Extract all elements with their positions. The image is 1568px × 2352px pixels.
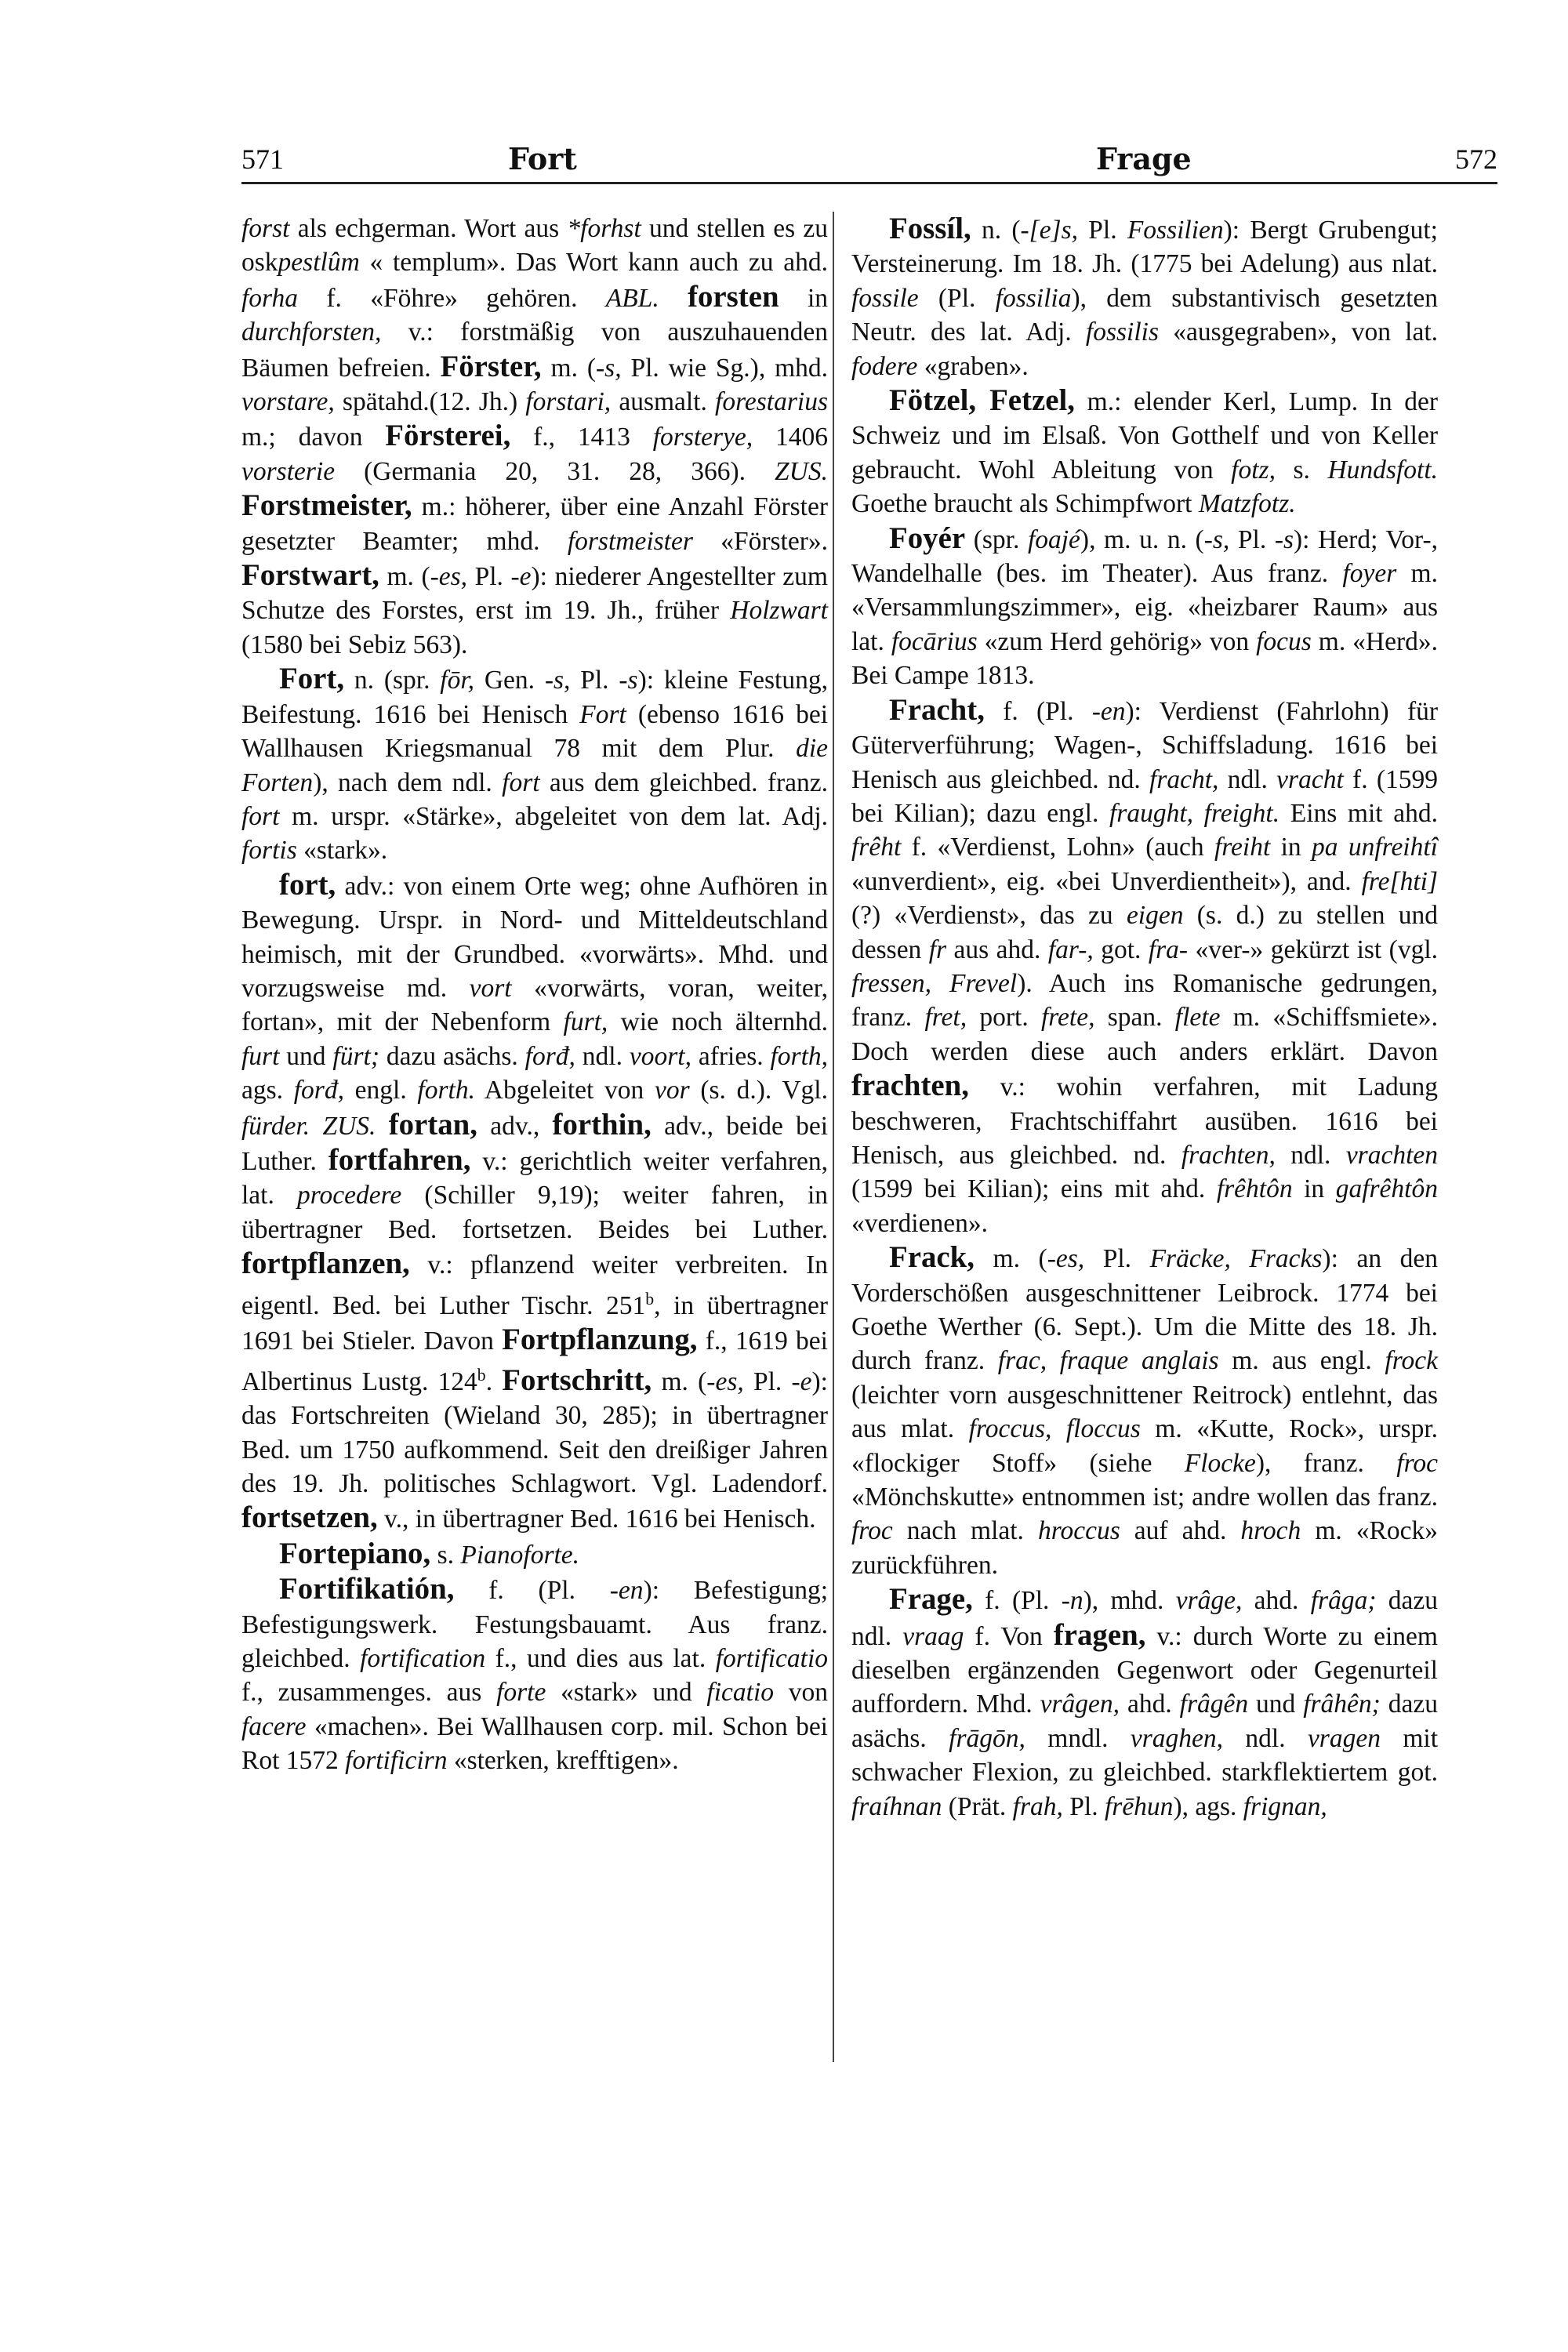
entry-text: «stark» und [546, 1678, 707, 1708]
entry-text: von [774, 1678, 829, 1708]
entry-fort-adverb [241, 868, 828, 1537]
entry-text: Eins mit ahd. [1279, 798, 1438, 828]
italic-term: flete [1174, 1003, 1221, 1033]
italic-term: vraag [902, 1621, 964, 1651]
entry-text: span. [1094, 1003, 1175, 1033]
entry-text: engl. [343, 1076, 418, 1105]
entry-text: dazu asächs. [379, 1041, 525, 1071]
entry-text: «vorwärts, voran, weiter, fortan», mit der Nebenform [241, 973, 828, 1037]
entry-text: Pl. [1229, 524, 1275, 554]
entry-text: in [779, 283, 828, 313]
italic-term: Matzfotz. [1198, 489, 1296, 519]
entry-text: n. ( [971, 216, 1021, 245]
entry-text: f. «Föhre» gehören. [298, 283, 606, 313]
italic-term: fraught, freight. [1109, 798, 1280, 828]
entry-text: ): Bergt Grubengut; Versteinerung. Im 18. Jh. (1775 bei Adelung) aus nlat. [851, 216, 1438, 279]
entry-text: s. [1275, 455, 1328, 485]
italic-term: Hundsfott. [1327, 455, 1438, 485]
italic-term: forst [241, 214, 290, 243]
italic-term: frêhtôn [1216, 1174, 1293, 1204]
entry-text: (Germania 20, 31. 28, 366). [335, 456, 775, 486]
entry-text: mndl. [1025, 1723, 1131, 1753]
entry-text: m. «Schiffsmiete». Doch werden diese auch anders erklärt. Davon [851, 1003, 1438, 1066]
italic-term: froc [851, 1516, 893, 1546]
headword-fortfahren: fortfahren, [328, 1142, 471, 1177]
italic-term: vracht [1276, 764, 1344, 794]
headword-fortan: fortan, [388, 1107, 478, 1142]
italic-term: Flocke [1184, 1448, 1256, 1478]
headword-fortpflanzen: fortpflanzen, [241, 1247, 410, 1281]
headword-fragen: fragen, [1053, 1617, 1146, 1652]
italic-term: Fräcke, Fracks [1149, 1244, 1323, 1274]
entry-forst-continued [241, 212, 828, 662]
italic-term: vrachten [1345, 1140, 1439, 1170]
italic-term: frachten, [1181, 1140, 1276, 1170]
entry-text: ), franz. [1255, 1448, 1397, 1478]
entry-fossil [851, 212, 1438, 383]
italic-term: durchforsten, [241, 318, 382, 347]
entry-text: als echgerman. Wort aus [289, 214, 568, 243]
entry-text: (leichter vorn ausgeschnittener Reitrock) entlehnt, das aus mlat. [851, 1380, 1438, 1444]
headword-foerster: Förster, [440, 349, 542, 383]
headword-fortsetzen: fortsetzen, [241, 1501, 378, 1535]
entry-text: (ebenso 1616 bei Wallhausen Kriegsmanual 78 mit dem Plur. [241, 699, 828, 764]
entry-text: v., in übertragner Bed. 1616 bei Henisch. [377, 1504, 816, 1534]
italic-term: foajé [1027, 524, 1080, 554]
italic-term: -s [619, 666, 638, 695]
entry-text: auf ahd. [1120, 1516, 1241, 1546]
italic-term: fra- [1148, 935, 1189, 964]
italic-term: *forhst [567, 214, 641, 243]
italic-term: hroccus [1037, 1516, 1120, 1546]
entry-text: f., zusammenges. aus [241, 1678, 497, 1708]
italic-term: fortis [241, 836, 297, 866]
entry-foyer [851, 521, 1438, 693]
italic-term: frah, [1012, 1791, 1063, 1821]
entry-text: «graben». [917, 351, 1029, 381]
entry-text: ): an den Vorderschößen ausgeschnittener Leibrock. 1774 bei Goethe Werther (6. Sept.). Um die Mitte des 18. Jh. durch franz. [851, 1244, 1438, 1376]
italic-term: -n [1061, 1586, 1083, 1616]
entry-text: ahd. [1120, 1690, 1180, 1719]
entry-fortifikation [241, 1572, 828, 1777]
italic-term: fr [928, 935, 947, 964]
italic-term: vort [469, 973, 512, 1003]
italic-term: vrâgen, [1040, 1690, 1120, 1719]
entry-text: v.: durch Worte zu einem dieselben ergänzenden Gegenwort oder Gegenurteil auffordern. Mhd. [851, 1621, 1438, 1719]
entry-text: v.: gerichtlich weiter verfahren, lat. [241, 1146, 828, 1210]
italic-term: forstmeister [567, 526, 693, 556]
headword-forthin: forthin, [552, 1107, 652, 1142]
entry-text: «sterken, krefftigen». [447, 1746, 679, 1776]
entry-text: m.: elender Kerl, Lump. In der Schweiz und im Elsaß. Von Gotthelf und von Keller gebraucht. Wohl Ableitung von [851, 387, 1438, 485]
italic-term: ZUS. [775, 456, 828, 486]
italic-term: forđ, [293, 1076, 344, 1105]
entry-text: «unverdient», eig. «bei Unverdientheit»), and. [851, 866, 1362, 896]
italic-term: fort [241, 801, 280, 831]
headword-fortepiano: Fortepiano, [279, 1536, 431, 1570]
italic-term: die Forten [241, 734, 828, 797]
entry-text: m. ( [541, 353, 596, 383]
entry-text: m. «Kutte, Rock», urspr. «flockiger Stoff» (siehe [851, 1414, 1439, 1478]
italic-term: -[e]s, [1020, 216, 1079, 245]
entry-text: Pl. [1062, 1791, 1105, 1821]
headword-fortschritt: Fortschritt, [502, 1363, 652, 1397]
entry-text: m. ( [379, 562, 430, 592]
entry-text: Pl. wie Sg.), mhd. [621, 353, 829, 383]
entry-text: f. (1599 bei Kilian); dazu engl. [851, 764, 1439, 828]
entry-text: ): niederer Angestellter zum Schutze des Forstes, erst im 19. Jh., früher [241, 562, 828, 626]
italic-term: frêht [851, 833, 902, 862]
italic-term: fre[hti] [1361, 866, 1438, 896]
entry-text: s. [430, 1540, 461, 1570]
entry-text: (1580 bei Sebiz 563). [241, 630, 468, 659]
entry-text: «ver-» gekürzt ist (vgl. [1188, 935, 1439, 964]
right-column [851, 212, 1438, 1824]
italic-term: freiht [1214, 833, 1271, 862]
entry-fracht [851, 693, 1438, 1241]
entry-text: adv., beide bei Luther. [241, 1111, 829, 1176]
column-divider [833, 212, 834, 2062]
entry-text: « templum». Das Wort kann auch zu ahd. [359, 248, 828, 278]
entry-text: (Prät. [942, 1791, 1013, 1821]
entry-text: mit schwacher Flexion, zu gleichbed. starkflektiertem got. [851, 1723, 1438, 1788]
italic-term: vorstare, [241, 387, 335, 417]
entry-text: und stellen es zu osk [241, 214, 828, 278]
entry-text: (Schiller 9,19); weiter fahren, in übertragner Bed. fortsetzen. Beides bei Luther. [241, 1181, 829, 1244]
entry-text: v.: pflanzend weiter verbreiten. In eigentl. Bed. bei Luther Tischr. 251 [241, 1250, 828, 1320]
italic-term: ficatio [706, 1678, 775, 1708]
italic-term: frâga; [1310, 1586, 1377, 1616]
entry-text: Pl. [1084, 1244, 1150, 1274]
italic-term: fort [502, 768, 540, 797]
entry-text: in [1270, 833, 1312, 862]
entry-text: ), mhd. [1083, 1586, 1176, 1616]
italic-term: eigen [1126, 901, 1184, 931]
italic-term: fōr, [440, 666, 475, 695]
italic-term: fortification [360, 1643, 486, 1673]
entry-text: ndl. [1218, 764, 1277, 794]
italic-term: -es, [1047, 1244, 1085, 1274]
italic-term: ZUS. [322, 1111, 376, 1141]
entry-text: ahd. [1242, 1586, 1311, 1616]
entry-text: Pl. [1078, 216, 1127, 245]
italic-term: forth, [770, 1041, 829, 1071]
headword-fortifikation: Fortifikatión, [279, 1572, 455, 1606]
entry-text: port. [967, 1003, 1041, 1033]
headword-frachten: frachten, [851, 1069, 969, 1103]
entry-text: «machen». Bei Wallhausen corp. mil. Schon bei Rot 1572 [241, 1711, 828, 1776]
italic-term: -e [791, 1367, 812, 1396]
entry-text: Abgeleitet von [474, 1076, 655, 1105]
entry-text: m. aus engl. [1218, 1346, 1385, 1376]
italic-term: fortificatio [715, 1643, 828, 1673]
italic-term: vraghen, [1130, 1723, 1224, 1753]
italic-term: hroch [1240, 1516, 1301, 1546]
entry-text: ): kleine Festung, Beifestung. 1616 bei Henisch [241, 666, 828, 729]
entry-text: Pl. [570, 666, 619, 695]
entry-text: aus ahd. [946, 935, 1048, 964]
italic-term: frâgên [1179, 1690, 1249, 1719]
italic-term: Fort [579, 699, 626, 729]
entry-text: ): Befestigung; Befestigungswerk. Festungsbauamt. Aus franz. gleichbed. [241, 1576, 828, 1673]
entry-text: f. (Pl. [454, 1576, 610, 1606]
entry-foetzel [851, 383, 1438, 521]
headword-fortpflanzung: Fortpflanzung, [502, 1323, 698, 1357]
italic-term: forstari, [525, 387, 612, 417]
entry-frage [851, 1582, 1438, 1824]
italic-term: frâhên; [1303, 1690, 1381, 1719]
headword-fort-noun: Fort, [279, 662, 345, 696]
entry-text: ). Auch ins Romanische gedrungen, franz. [851, 968, 1438, 1033]
italic-term: frāgōn, [949, 1723, 1025, 1753]
entry-text: m.: höherer, über eine Anzahl Förster gesetzter Beamter; mhd. [241, 492, 828, 556]
italic-term: fret, [924, 1003, 967, 1033]
entry-text: ): das Fortschreiten (Wieland 30, 285); in übertragner Bed. um 1750 aufkommend. Seit den dreißiger Jahren des 19. Jh. politisches Schlagwort. Vgl. Ladendorf. [241, 1367, 828, 1498]
italic-term: Fossilien [1127, 216, 1224, 245]
entry-text: m.; davon [241, 423, 386, 452]
right-page-number: 572 [1455, 143, 1497, 175]
entry-text: m. ( [975, 1244, 1047, 1274]
entry-text: f., 1413 [510, 423, 653, 452]
headword-fracht: Fracht, [889, 692, 985, 727]
italic-term: froc [1396, 1448, 1438, 1478]
italic-term: fürder. [241, 1111, 310, 1141]
entry-text: und [1248, 1690, 1304, 1719]
italic-term: frēhun [1104, 1791, 1174, 1821]
italic-term: fortificirn [345, 1746, 448, 1776]
entry-text: (Pl. [918, 283, 996, 313]
entry-text: m. «Rock» zurückführen. [851, 1516, 1438, 1580]
left-page-number: 571 [241, 143, 284, 175]
italic-term: gafrêhtôn [1335, 1174, 1438, 1204]
italic-term: vor [654, 1076, 690, 1105]
entry-text: adv., [477, 1111, 553, 1141]
italic-term: facere [241, 1711, 307, 1741]
entry-text: . [485, 1367, 503, 1396]
entry-text: v.: forstmäßig von auszuhauenden Bäumen befreien. [241, 318, 828, 383]
entry-text: «zum Herd gehörig» von [977, 626, 1257, 656]
entry-text: «verdienen». [851, 1208, 988, 1238]
italic-term: far-, [1047, 935, 1094, 964]
italic-term: voort, [629, 1041, 691, 1071]
italic-term: furt, [563, 1007, 608, 1037]
entry-text: dazu ndl. [851, 1586, 1439, 1651]
italic-term: forha [241, 283, 298, 313]
italic-term: -s, [1203, 524, 1230, 554]
italic-term: vragen [1307, 1723, 1381, 1753]
entry-text: m. urspr. «Stärke», abgeleitet von dem lat. Adj. [279, 801, 828, 831]
entry-text: «Förster». [692, 526, 829, 556]
entry-text: f. Von [964, 1621, 1054, 1651]
italic-term: fossilia [995, 283, 1072, 313]
entry-text: f., 1619 bei Albertinus Lustg. 124 [241, 1327, 828, 1396]
right-running-headword: Frage [1096, 141, 1192, 176]
italic-term: focus [1256, 626, 1312, 656]
italic-term: forth. [417, 1076, 475, 1105]
italic-term: focārius [891, 626, 978, 656]
italic-term: forestarius [715, 387, 828, 417]
entry-text: Gen. [474, 666, 545, 695]
italic-term: frignan, [1243, 1791, 1327, 1821]
entry-text: ndl. [1223, 1723, 1308, 1753]
superscript: b [645, 1289, 655, 1308]
entry-text: «ausgegraben», von lat. [1159, 318, 1439, 347]
entry-text: ndl. [575, 1041, 630, 1071]
entry-text: m. ( [652, 1367, 707, 1396]
italic-term: fürt; [332, 1041, 379, 1071]
headword-fort-adverb: fort, [279, 867, 336, 902]
entry-text: m. «Versammlungszimmer», eig. «heizbarer Raum» aus lat. [851, 559, 1438, 656]
entry-text: ndl. [1275, 1140, 1346, 1170]
italic-term: -s, [596, 353, 622, 383]
entry-text: ), m. u. n. ( [1080, 524, 1204, 554]
entry-text: spätahd.(12. Jh.) [334, 387, 526, 417]
headword-foersterei: Försterei, [385, 419, 511, 453]
italic-term: vrâge, [1175, 1586, 1243, 1616]
entry-text: Pl. [467, 562, 511, 592]
entry-text: «stark». [296, 836, 388, 866]
entry-text: f. (Pl. [972, 1586, 1062, 1616]
italic-term: fraíhnan [851, 1791, 942, 1821]
entry-text: in [1292, 1174, 1336, 1204]
entry-text: «Mönchskutte» entnommen ist; andre wollen das franz. [851, 1483, 1438, 1512]
italic-term: ABL. [605, 283, 659, 313]
italic-term: foyer [1342, 559, 1397, 589]
superscript: b [477, 1365, 486, 1385]
entry-text: adv.: von einem Orte weg; ohne Aufhören in Bewegung. Urspr. in Nord- und Mitteldeutschland heimisch, mit der Grundbed. «vorwärts». Mhd. und vorzugsweise md. [241, 871, 828, 1003]
entry-text: f. «Verdienst, Lohn» (auch [901, 833, 1214, 862]
italic-term: vorsterie [241, 456, 336, 486]
italic-term: fotz, [1231, 455, 1276, 485]
headword-forstwart: Forstwart, [241, 558, 379, 593]
entry-text: ), dem substantivisch gesetzten Neutr. des lat. Adj. [851, 283, 1438, 347]
italic-term: procedere [296, 1181, 402, 1210]
entry-text: afries. [691, 1041, 771, 1071]
entry-text: nach mlat. [892, 1516, 1038, 1546]
italic-term: Pianoforte. [460, 1540, 580, 1570]
headword-foyer: Foyér [889, 521, 966, 555]
entry-text: 1406 [753, 423, 829, 452]
italic-term: fracht, [1149, 764, 1219, 794]
headword-frage: Frage, [889, 1582, 973, 1617]
entry-text: ), nach dem ndl. [313, 768, 503, 797]
entry-text: ), ags. [1173, 1791, 1243, 1821]
entry-frack [851, 1240, 1438, 1582]
italic-term: fossilis [1085, 318, 1159, 347]
italic-term: forđ, [524, 1041, 575, 1071]
italic-term: -en [609, 1576, 644, 1606]
italic-term: -e [510, 562, 532, 592]
entry-text: wie noch älternhd. [608, 1007, 828, 1037]
entry-text: n. (spr. [344, 666, 441, 695]
italic-term: -es, [430, 562, 468, 592]
italic-term: fossile [851, 283, 919, 313]
italic-term: frete, [1040, 1003, 1095, 1033]
italic-term: forte [496, 1678, 546, 1708]
italic-term: fodere [851, 351, 918, 381]
entry-text: (s. d.). Vgl. [689, 1076, 828, 1105]
italic-term: pa unfreihtî [1312, 833, 1438, 862]
entry-fortepiano [241, 1537, 828, 1572]
italic-term: Holzwart [730, 596, 828, 626]
entry-text: ): Herd; Vor-, Wandelhalle (bes. im Theater). Aus franz. [851, 524, 1439, 589]
entry-text: f., und dies aus lat. [485, 1643, 716, 1673]
headword-forsten: forsten [688, 279, 779, 314]
entry-text: aus dem gleichbed. franz. [539, 768, 828, 797]
entry-text: dazu asächs. [851, 1690, 1438, 1753]
italic-term: fressen, Frevel [851, 968, 1018, 998]
italic-term: forsterye, [652, 423, 753, 452]
entry-text: und [279, 1041, 333, 1071]
headword-frack: Frack, [889, 1240, 975, 1275]
running-header [241, 140, 1497, 184]
left-column [241, 212, 828, 1778]
entry-text: (s. d.) zu stellen und dessen [851, 901, 1438, 964]
entry-text: ausmalt. [611, 387, 716, 417]
entry-text: Goethe braucht als Schimpfwort [851, 489, 1199, 519]
italic-term: frac, fraque anglais [997, 1346, 1219, 1376]
entry-text: ags. [241, 1076, 294, 1105]
entry-text: , in übertragner 1691 bei Stieler. Davon [241, 1290, 828, 1356]
entry-text: m. «Herd». Bei Campe 1813. [851, 626, 1439, 691]
italic-term: froccus, floccus [968, 1414, 1141, 1444]
headword-foetzel: Fötzel, Fetzel, [889, 383, 1076, 418]
italic-term: pestlûm [278, 248, 360, 278]
headword-fossil: Fossíl, [889, 212, 971, 245]
entry-fort-noun [241, 662, 828, 867]
entry-text: (spr. [965, 524, 1028, 554]
entry-text: got. [1093, 935, 1149, 964]
entry-text: (1599 bei Kilian); eins mit ahd. [851, 1174, 1217, 1204]
entry-text: f. (Pl. [984, 696, 1092, 726]
entry-text: v.: wohin verfahren, mit Ladung beschweren, Frachtschiffahrt ausüben. 1616 bei Henisch, aus gleichbed. nd. [851, 1073, 1438, 1170]
italic-term: -en [1091, 696, 1126, 726]
entry-text: (?) «Verdienst», das zu [851, 901, 1127, 931]
entry-text: ): Verdienst (Fahrlohn) für Güterverführung; Wagen-, Schiffsladung. 1616 bei Henisch aus gleichbed. nd. [851, 696, 1439, 794]
left-running-headword: Fort [508, 141, 577, 176]
headword-forstmeister: Forstmeister, [241, 488, 412, 523]
italic-term: furt [241, 1041, 280, 1071]
italic-term: -s, [544, 666, 571, 695]
italic-term: -s [1274, 524, 1294, 554]
italic-term: -es, [706, 1367, 744, 1396]
entry-text: Pl. [743, 1367, 792, 1396]
italic-term: frock [1385, 1346, 1439, 1376]
